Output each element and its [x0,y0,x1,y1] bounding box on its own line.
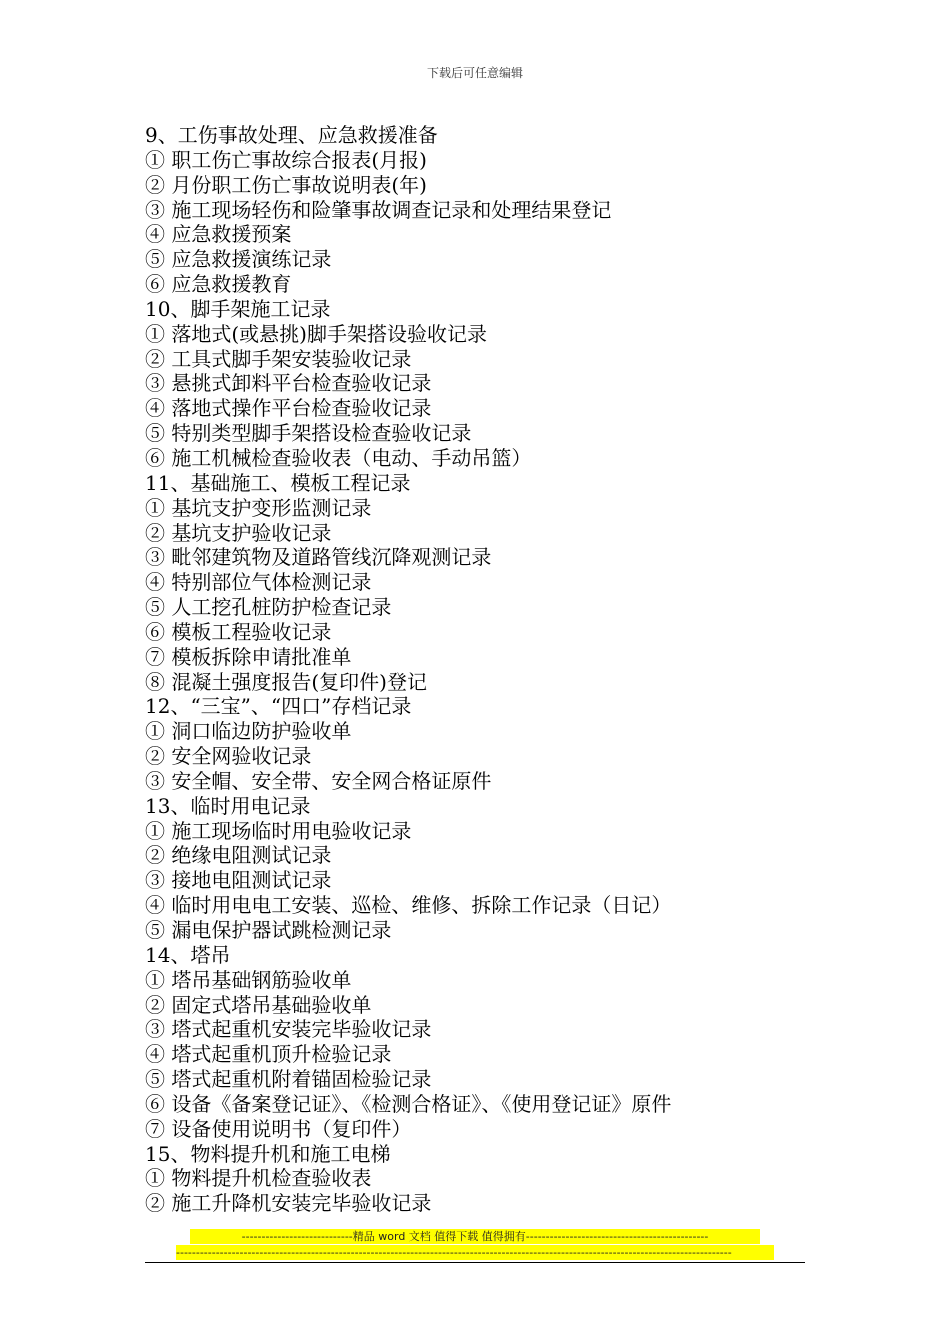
footer-banner-line-2: -------------------------------------------------------------------------------------------------------------------------------------------- [176,1245,774,1260]
list-item: ⑤ 人工挖孔桩防护检查记录 [145,595,392,620]
list-item: ④ 应急救援预案 [145,222,292,247]
list-item: ② 基坑支护验收记录 [145,520,332,545]
list-item: ⑦ 设备使用说明书（复印件） [145,1116,412,1141]
list-item: ③ 安全帽、安全带、安全网合格证原件 [145,768,492,793]
section-heading: 13、临时用电记录 [145,793,311,818]
list-item: ③ 接地电阻测试记录 [145,868,332,893]
section-heading: 14、塔吊 [145,942,231,967]
list-item: ② 安全网验收记录 [145,744,312,769]
list-item: ④ 落地式操作平台检查验收记录 [145,396,432,421]
list-item: ⑥ 施工机械检查验收表（电动、手动吊篮） [145,445,532,470]
list-item: ② 绝缘电阻测试记录 [145,843,332,868]
section-heading: 11、基础施工、模板工程记录 [145,470,411,495]
list-item: ② 施工升降机安装完毕验收记录 [145,1191,432,1216]
list-item: ② 工具式脚手架安装验收记录 [145,346,412,371]
list-item: ① 物料提升机检查验收表 [145,1166,372,1191]
list-item: ⑥ 模板工程验收记录 [145,619,332,644]
footer-banner-line-1: ----------------------------精品 word 文档 值得下载 值得拥有---------------------------------------------- [190,1229,760,1244]
list-item: ④ 塔式起重机顶升检验记录 [145,1042,392,1067]
list-item: ① 基坑支护变形监测记录 [145,495,372,520]
footer-divider [145,1262,805,1263]
list-item: ① 塔吊基础钢筋验收单 [145,967,352,992]
list-item: ⑧ 混凝土强度报告(复印件)登记 [145,669,427,694]
list-item: ② 固定式塔吊基础验收单 [145,992,372,1017]
list-item: ⑤ 应急救援演练记录 [145,247,332,272]
list-item: ⑤ 漏电保护器试跳检测记录 [145,918,392,942]
list-item: ⑥ 应急救援教育 [145,272,292,297]
list-item: ③ 悬挑式卸料平台检查验收记录 [145,371,432,396]
list-item: ① 施工现场临时用电验收记录 [145,818,412,843]
list-item: ⑦ 模板拆除申请批准单 [145,644,352,669]
section-heading: 12、“三宝”、“四口”存档记录 [145,694,412,719]
list-item: ③ 毗邻建筑物及道路管线沉降观测记录 [145,545,492,570]
list-item: ⑤ 塔式起重机附着锚固检验记录 [145,1067,432,1092]
section-heading: 9、工伤事故处理、应急救援准备 [145,123,438,147]
list-item: ⑥ 设备《备案登记证》、《检测合格证》、《使用登记证》原件 [145,1091,672,1116]
list-item: ④ 特别部位气体检测记录 [145,570,372,595]
section-heading: 10、脚手架施工记录 [145,296,331,321]
list-item: ② 月份职工伤亡事故说明表(年) [145,172,427,197]
list-item: ③ 塔式起重机安装完毕验收记录 [145,1017,432,1042]
list-item: ① 职工伤亡事故综合报表(月报) [145,147,427,172]
list-item: ④ 临时用电电工安装、巡检、维修、拆除工作记录（日记） [145,893,672,918]
list-item: ① 洞口临边防护验收单 [145,719,352,744]
page-header [0,66,950,80]
section-heading: 15、物料提升机和施工电梯 [145,1141,391,1166]
list-item: ③ 施工现场轻伤和险肇事故调查记录和处理结果登记 [145,197,612,222]
list-item: ⑤ 特别类型脚手架搭设检查验收记录 [145,421,472,446]
header-text: 下载后可任意编辑 [426,66,523,80]
list-item: ① 落地式(或悬挑)脚手架搭设验收记录 [145,321,487,346]
document-body [145,123,825,1216]
